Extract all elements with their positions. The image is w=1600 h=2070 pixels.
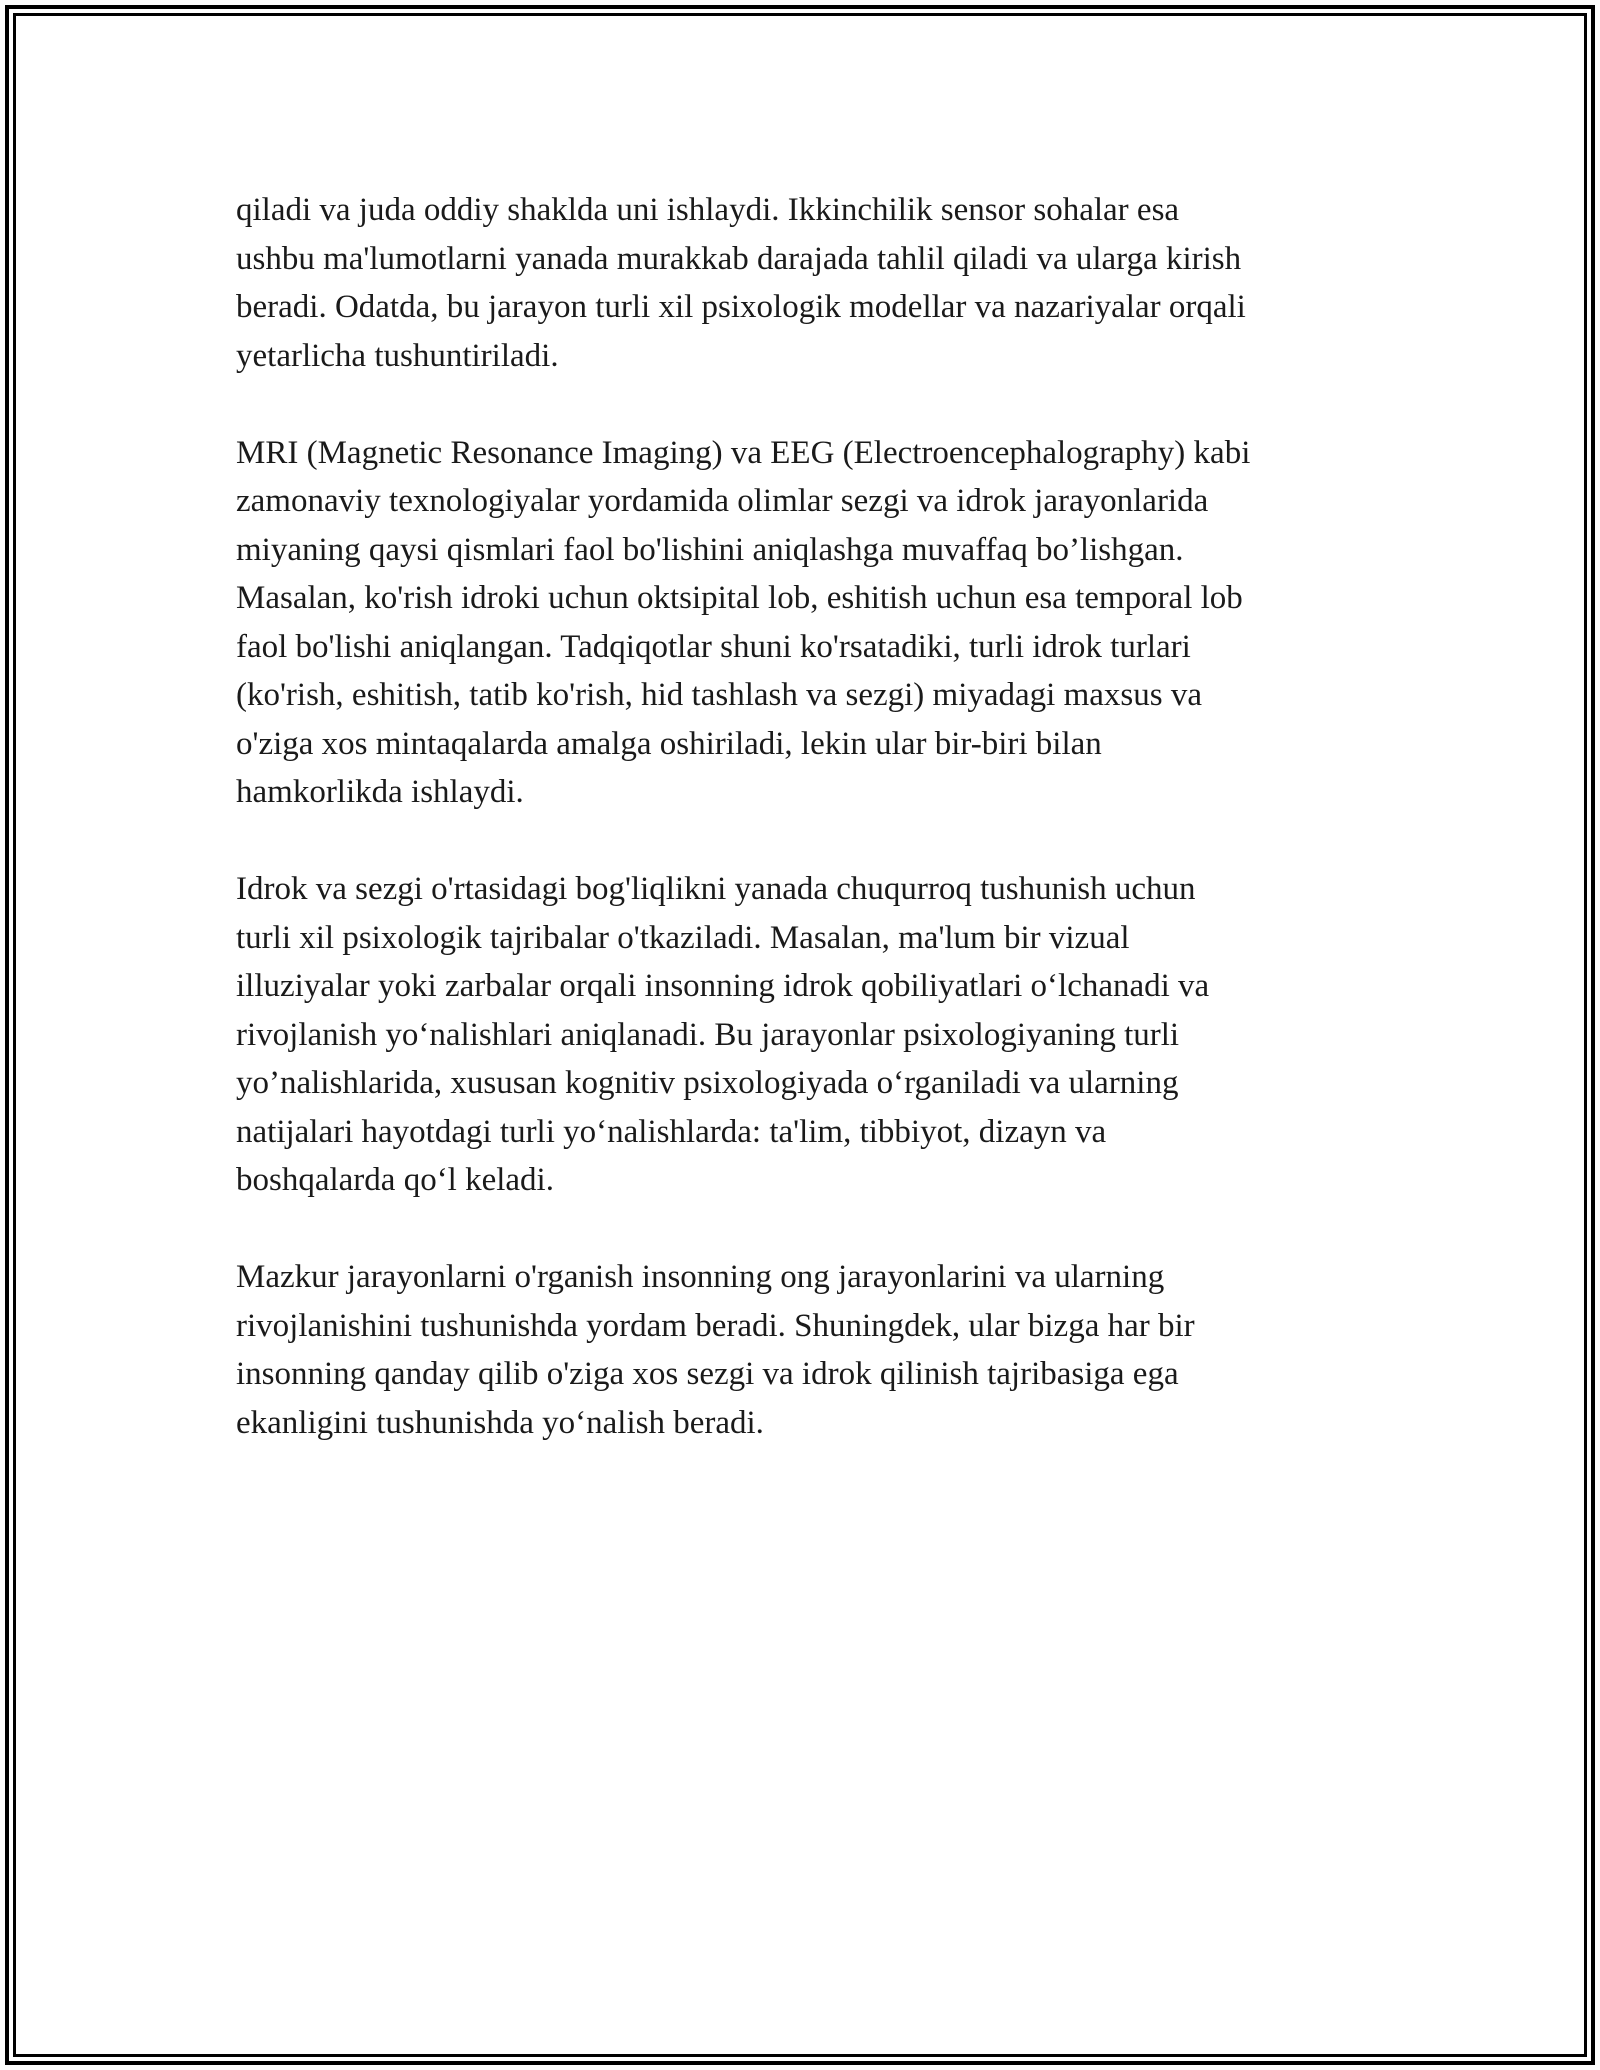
paragraph-2: MRI (Magnetic Resonance Imaging) va EEG (Electroencephalography) kabi zamonaviy texnologiyalar yordamida olimlar sezgi va idrok jarayonlarida miyaning qaysi qismlari faol bo'lishini aniqlashga muvaffaq bo’lishgan. Masalan, ko'rish idroki uchun oktsipital lob, eshitish uchun esa temporal lob faol bo'lishi aniqlangan. Tadqiqotlar shuni ko'rsatadiki, turli idrok turlari (ko'rish, eshitish, tatib ko'rish, hid tashlash va sezgi) miyadagi maxsus va o'ziga xos mintaqalarda amalga oshiriladi, lekin ular bir-biri bilan hamkorlikda ishlaydi.	[236, 434, 1251, 810]
paragraph-3: Idrok va sezgi o'rtasidagi bog'liqlikni yanada chuqurroq tushunish uchun turli xil psixologik tajribalar o'tkaziladi. Masalan, ma'lum bir vizual illuziyalar yoki zarbalar orqali insonning idrok qobiliyatlari o‘lchanadi va rivojlanish yo‘nalishlari aniqlanadi. Bu jarayonlar psixologiyaning turli yo’nalishlarida, xususan kognitiv psixologiyada o‘rganiladi va ularning natijalari hayotdagi turli yo‘nalishlarda: ta'lim, tibbiyot, dizayn va boshqalarda qo‘l keladi.	[236, 871, 1210, 1198]
paragraph-1: qiladi va juda oddiy shaklda uni ishlaydi. Ikkinchilik sensor sohalar esa ushbu ma'lumotlarni yanada murakkab darajada tahlil qiladi va ularga kirish beradi. Odatda, bu jarayon turli xil psixologik modellar va nazariyalar orqali yetarlicha tushuntiriladi.	[236, 192, 1246, 374]
page-body	[236, 186, 1376, 1496]
paragraph-4: Mazkur jarayonlarni o'rganish insonning ong jarayonlarini va ularning rivojlanishini tushunishda yordam beradi. Shuningdek, ular bizga har bir insonning qanday qilib o'ziga xos sezgi va idrok qilinish tajribasiga ega ekanligini tushunishda yo‘nalish beradi.	[236, 1259, 1195, 1441]
